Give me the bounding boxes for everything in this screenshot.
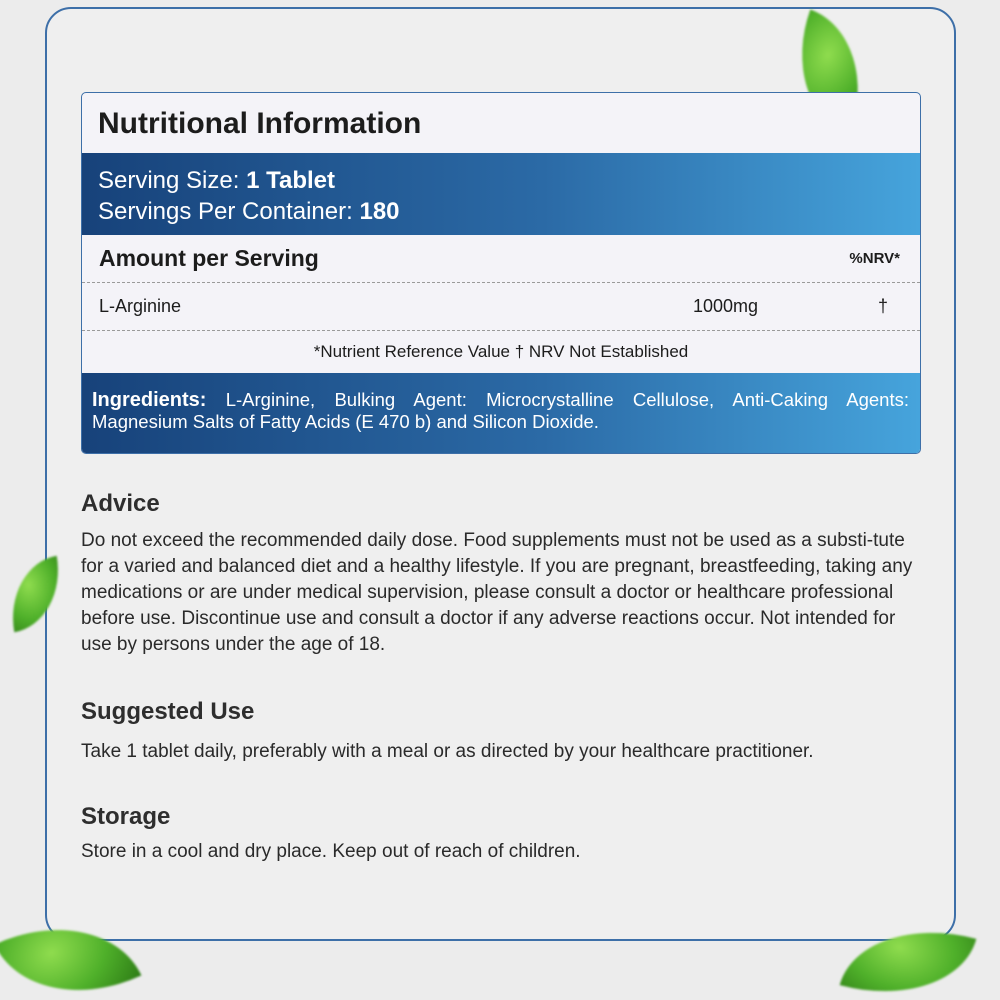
serving-size-label: Serving Size: bbox=[98, 167, 247, 194]
nutrition-panel bbox=[81, 92, 921, 454]
ingredients-label: Ingredients: bbox=[92, 389, 207, 411]
serving-size bbox=[98, 165, 904, 196]
nutrient-nrv: † bbox=[877, 296, 888, 316]
suggested-use-title: Suggested Use bbox=[81, 698, 255, 725]
servings-per-container-label: Servings Per Container: bbox=[98, 198, 360, 225]
reference-note: *Nutrient Reference Value † NRV Not Established bbox=[313, 342, 689, 361]
nutrient-amount: 1000mg bbox=[693, 296, 759, 316]
nutrient-name: L-Arginine bbox=[99, 296, 182, 316]
advice-text: Do not exceed the recommended daily dose. Food supplements must not be used as a substi-tute for a varied and balanced diet and a healthy lifestyle. If you are pregnant, breastfeeding, taking any medications or are under medical supervision, please consult a doctor or healthcare professional before use. Discontinue use and consult a doctor if any adverse reactions occur. Not intended for use by persons under the age of 18. bbox=[81, 530, 913, 655]
serving-band bbox=[82, 153, 920, 235]
nrv-header: %NRV* bbox=[849, 250, 900, 267]
storage-text: Store in a cool and dry place. Keep out of reach of children. bbox=[81, 841, 581, 862]
suggested-use-text: Take 1 tablet daily, preferably with a meal or as directed by your healthcare practitioner. bbox=[81, 741, 814, 762]
ingredients-text: L-Arginine, Bulking Agent: Microcrystalline Cellulose, Anti-Caking Agents: Magnesium Salts of Fatty Acids (E 470 b) and Silicon Dioxide. bbox=[92, 389, 909, 432]
amount-per-serving-label: Amount per Serving bbox=[99, 245, 319, 271]
servings-per-container-value: 180 bbox=[359, 198, 400, 225]
advice-title: Advice bbox=[81, 490, 160, 517]
servings-per-container bbox=[98, 196, 904, 227]
storage-title: Storage bbox=[81, 803, 171, 830]
table-row bbox=[82, 283, 920, 331]
ingredients-band bbox=[82, 373, 920, 454]
amount-header-row bbox=[82, 235, 920, 283]
serving-size-value: 1 Tablet bbox=[246, 167, 335, 194]
nutrition-title: Nutritional Information bbox=[98, 107, 422, 140]
